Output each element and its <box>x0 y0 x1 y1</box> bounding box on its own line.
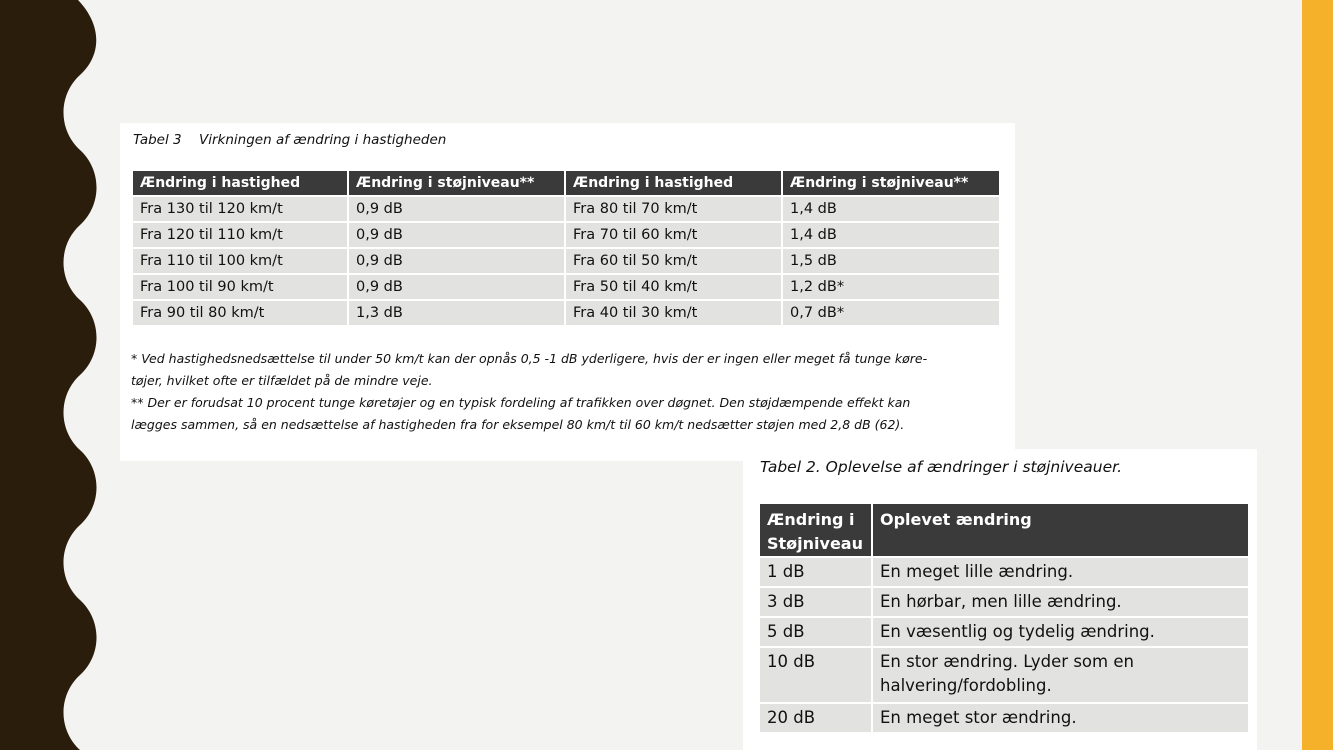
table-cell: En meget stor ændring. <box>873 704 1248 732</box>
header-noise-change: Ændring i støjniveau** <box>349 171 564 195</box>
table-header-row <box>760 504 1248 556</box>
table-cell: 1,5 dB <box>783 249 999 273</box>
table-cell: Fra 120 til 110 km/t <box>133 223 347 247</box>
table-cell: 1,3 dB <box>349 301 564 325</box>
footnote-1-continued: tøjer, hvilket ofte er tilfældet på de mindre veje. <box>131 373 433 388</box>
table-cell: Fra 80 til 70 km/t <box>566 197 781 221</box>
table-cell: Fra 130 til 120 km/t <box>133 197 347 221</box>
table-cell: Fra 90 til 80 km/t <box>133 301 347 325</box>
table-cell: Fra 70 til 60 km/t <box>566 223 781 247</box>
tabel3-caption <box>133 132 446 148</box>
table-cell: En meget lille ændring. <box>873 558 1248 586</box>
table-cell: Fra 40 til 30 km/t <box>566 301 781 325</box>
table-cell: 0,7 dB* <box>783 301 999 325</box>
header-noise-change: Ændring i støjniveau** <box>783 171 999 195</box>
table-cell: 0,9 dB <box>349 223 564 247</box>
table-row <box>760 618 1248 646</box>
table-cell: 1,4 dB <box>783 223 999 247</box>
header-perceived-change: Oplevet ændring <box>873 504 1248 556</box>
table-row <box>133 249 999 273</box>
table-row <box>760 588 1248 616</box>
table-cell: 0,9 dB <box>349 275 564 299</box>
speed-noise-table <box>131 169 1001 327</box>
table-header-row <box>133 171 999 195</box>
table-row <box>133 223 999 247</box>
table-cell: 20 dB <box>760 704 871 732</box>
footnote-2-continued: lægges sammen, så en nedsættelse af hastigheden fra for eksempel 80 km/t til 60 km/t nedsætter støjen med 2,8 dB (62). <box>131 417 905 432</box>
table-row <box>760 648 1248 702</box>
table-cell: 5 dB <box>760 618 871 646</box>
table-row <box>133 197 999 221</box>
table-cell: 1,2 dB* <box>783 275 999 299</box>
footnote-1: * Ved hastighedsnedsættelse til under 50 km/t kan der opnås 0,5 -1 dB yderligere, hvis der er ingen eller meget få tunge køre- <box>131 351 928 366</box>
table-cell: En hørbar, men lille ændring. <box>873 588 1248 616</box>
table-cell: Fra 100 til 90 km/t <box>133 275 347 299</box>
header-speed-change: Ændring i hastighed <box>133 171 347 195</box>
table-cell: Fra 110 til 100 km/t <box>133 249 347 273</box>
table-cell: En væsentlig og tydelig ændring. <box>873 618 1248 646</box>
table-cell: Fra 60 til 50 km/t <box>566 249 781 273</box>
table-cell: 10 dB <box>760 648 871 702</box>
table-cell: En stor ændring. Lyder som en halvering/fordobling. <box>873 648 1248 702</box>
table-row <box>760 558 1248 586</box>
table-row <box>133 301 999 325</box>
table-cell: 1 dB <box>760 558 871 586</box>
tabel3-caption-title: Virkningen af ændring i hastigheden <box>199 132 447 148</box>
tabel2-caption: Tabel 2. Oplevelse af ændringer i støjniveauer. <box>760 458 1122 476</box>
table-cell: 0,9 dB <box>349 249 564 273</box>
noise-perception-table <box>758 502 1250 734</box>
tabel3-caption-number: Tabel 3 <box>133 132 182 148</box>
table-cell: Fra 50 til 40 km/t <box>566 275 781 299</box>
tabel2-panel <box>743 449 1257 750</box>
footnote-2: ** Der er forudsat 10 procent tunge køretøjer og en typisk fordeling af trafikken over døgnet. Den støjdæmpende effekt kan <box>131 395 911 410</box>
table-cell: 3 dB <box>760 588 871 616</box>
table-cell: 1,4 dB <box>783 197 999 221</box>
header-noise-level-change: Ændring i Støjniveau <box>760 504 871 556</box>
header-speed-change: Ændring i hastighed <box>566 171 781 195</box>
wavy-left-border <box>0 0 100 750</box>
accent-bar <box>1302 0 1333 750</box>
table-row <box>760 704 1248 732</box>
table-row <box>133 275 999 299</box>
table-cell: 0,9 dB <box>349 197 564 221</box>
tabel3-panel <box>120 123 1015 461</box>
